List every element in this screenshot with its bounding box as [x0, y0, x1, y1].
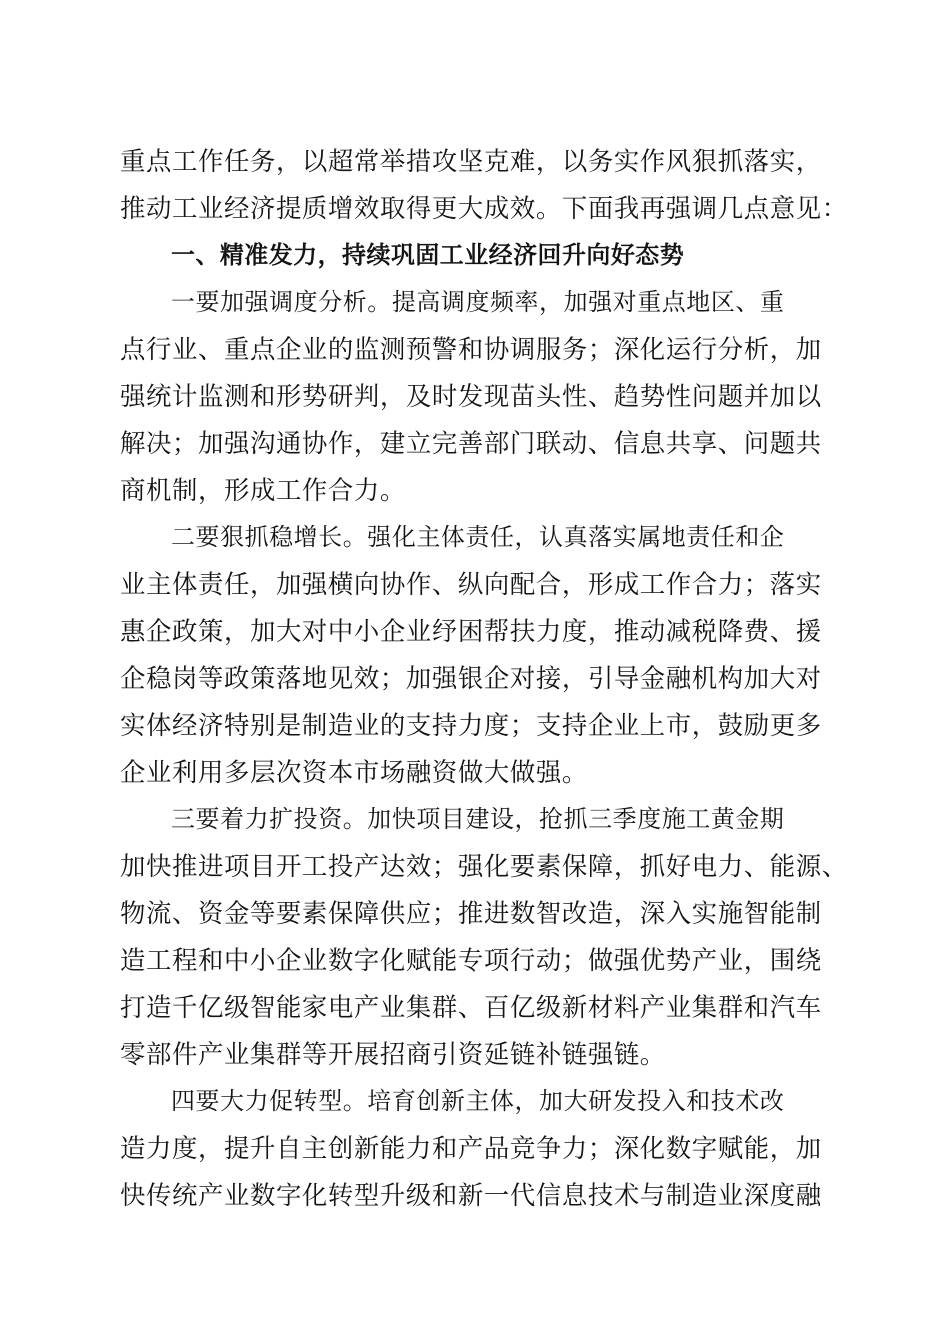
paragraph-line: 点行业、重点企业的监测预警和协调服务；深化运行分析，加: [120, 334, 822, 364]
paragraph-line: 零部件产业集群等开展招商引资延链补链强链。: [120, 1039, 666, 1069]
paragraph-line: 业主体责任，加强横向协作、纵向配合，形成工作合力；落实: [120, 569, 822, 599]
paragraph-line: 四要大力促转型。培育创新主体，加大研发投入和技术改: [171, 1087, 785, 1115]
paragraph-line: 企稳岗等政策落地见效；加强银企对接，引导金融机构加大对: [120, 663, 822, 693]
paragraph-line: 强统计监测和形势研判，及时发现苗头性、趋势性问题并加以: [120, 381, 822, 411]
paragraph-line: 造力度，提升自主创新能力和产品竞争力；深化数字赋能，加: [120, 1133, 822, 1163]
paragraph-line: 造工程和中小企业数字化赋能专项行动；做强优势产业，围绕: [120, 945, 822, 975]
paragraph-line: 物流、资金等要素保障供应；推进数智改造，深入实施智能制: [120, 898, 822, 928]
paragraph-line: 打造千亿级智能家电产业集群、百亿级新材料产业集群和汽车: [120, 992, 822, 1022]
intro-line: 重点工作任务，以超常举措攻坚克难，以务实作风狠抓落实，: [120, 146, 822, 176]
paragraph-line: 企业利用多层次资本市场融资做大做强。: [120, 757, 588, 787]
paragraph-line: 快传统产业数字化转型升级和新一代信息技术与制造业深度融: [120, 1180, 822, 1210]
paragraph-line: 实体经济特别是制造业的支持力度；支持企业上市，鼓励更多: [120, 710, 822, 740]
paragraph-line: 加快推进项目开工投产达效；强化要素保障，抓好电力、能源、: [120, 851, 848, 881]
section-heading: 一、精准发力，持续巩固工业经济回升向好态势: [171, 241, 685, 269]
paragraph-line: 商机制，形成工作合力。: [120, 475, 406, 505]
paragraph-line: 二要狠抓稳增长。强化主体责任，认真落实属地责任和企: [171, 523, 785, 551]
paragraph-line: 解决；加强沟通协作，建立完善部门联动、信息共享、问题共: [120, 428, 822, 458]
paragraph-line: 三要着力扩投资。加快项目建设，抢抓三季度施工黄金期: [171, 805, 785, 833]
paragraph-line: 一要加强调度分析。提高调度频率，加强对重点地区、重: [171, 288, 785, 316]
intro-line: 推动工业经济提质增效取得更大成效。下面我再强调几点意见：: [120, 193, 848, 223]
paragraph-line: 惠企政策，加大对中小企业纾困帮扶力度，推动减税降费、援: [120, 616, 822, 646]
